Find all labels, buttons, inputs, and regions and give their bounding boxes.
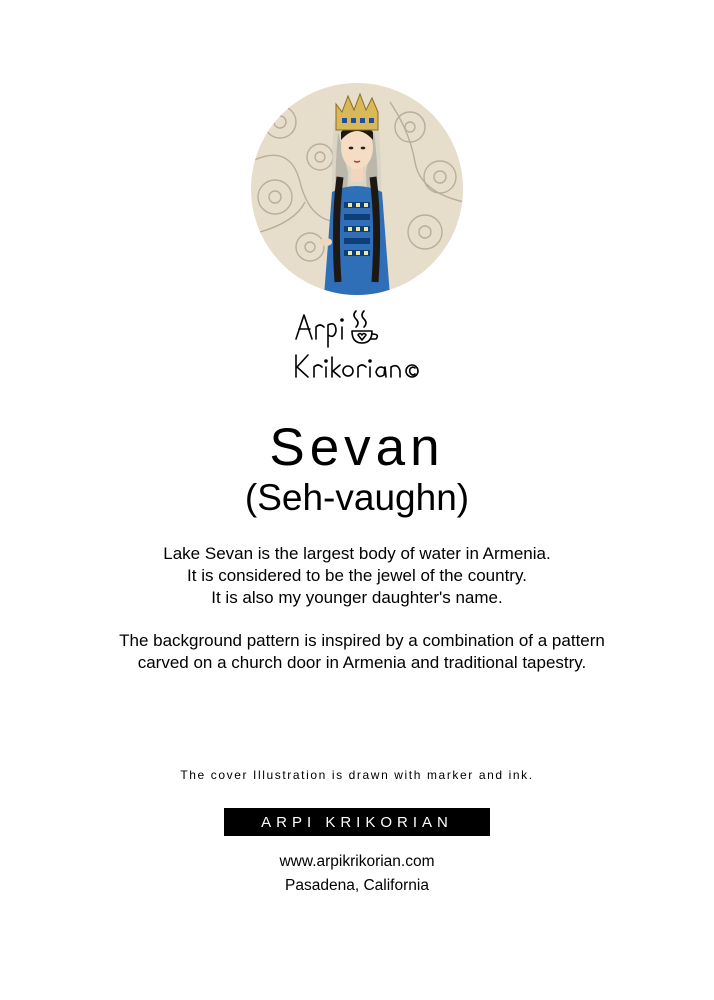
portrait-illustration (250, 82, 464, 296)
artist-name-banner (224, 808, 490, 836)
location-text: Pasadena, California (285, 877, 429, 894)
page-title: Sevan (269, 418, 445, 477)
description-paragraph (0, 543, 714, 609)
website-link[interactable]: www.arpikrikorian.com (279, 853, 435, 870)
artist-name: ARPI KRIKORIAN (261, 813, 453, 831)
artist-signature-logo (290, 305, 430, 380)
pattern-note-line: The background pattern is inspired by a combination of a pattern (119, 631, 605, 650)
description-line: Lake Sevan is the largest body of water in Armenia. (163, 544, 551, 563)
pattern-note-paragraph (72, 630, 652, 674)
cover-note: The cover Illustration is drawn with marker and ink. (180, 768, 534, 782)
description-line: It is also my younger daughter's name. (211, 588, 503, 607)
pattern-note-line: carved on a church door in Armenia and traditional tapestry. (137, 653, 587, 672)
description-line: It is considered to be the jewel of the country. (187, 566, 527, 585)
pronunciation: (Seh-vaughn) (244, 477, 470, 518)
